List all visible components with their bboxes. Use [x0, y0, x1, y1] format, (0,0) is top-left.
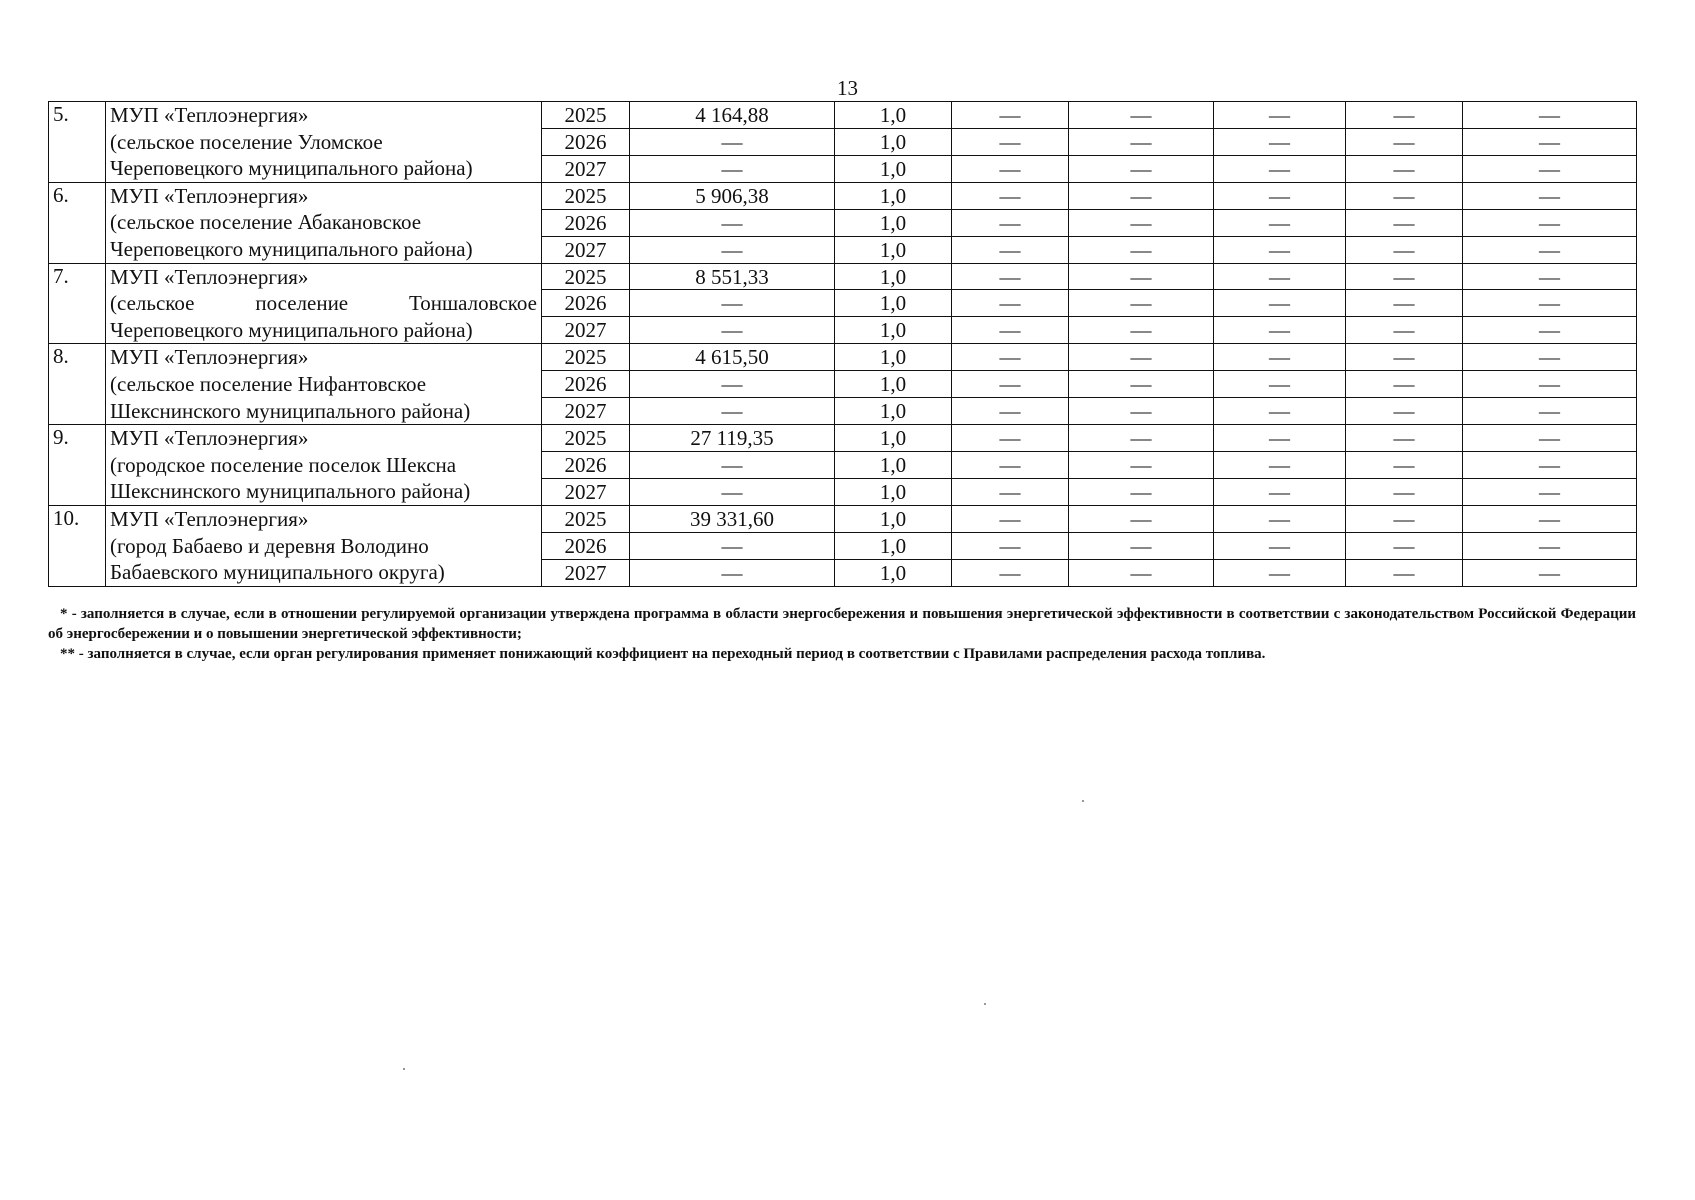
value-cell: —	[630, 290, 835, 317]
value-cell: —	[630, 532, 835, 559]
value-cell: —	[630, 559, 835, 586]
row-number: 9.	[49, 425, 106, 506]
dash-cell: —	[1214, 128, 1346, 155]
dash-cell: —	[1346, 290, 1463, 317]
dash-cell: —	[1214, 236, 1346, 263]
dash-cell: —	[1346, 236, 1463, 263]
organization-name	[106, 263, 542, 344]
coefficient-cell: 1,0	[835, 505, 952, 532]
dash-cell: —	[1069, 236, 1214, 263]
dash-cell: —	[952, 236, 1069, 263]
table-row	[49, 344, 1637, 371]
dash-cell: —	[952, 317, 1069, 344]
dash-cell: —	[1069, 371, 1214, 398]
dash-cell: —	[952, 263, 1069, 290]
organization-line: Бабаевского муниципального округа)	[110, 560, 445, 585]
dash-cell: —	[1463, 236, 1637, 263]
coefficient-cell: 1,0	[835, 209, 952, 236]
dash-cell: —	[1346, 344, 1463, 371]
dash-cell: —	[1069, 532, 1214, 559]
dash-cell: —	[1346, 425, 1463, 452]
table-row	[49, 505, 1637, 532]
value-cell: —	[630, 128, 835, 155]
dash-cell: —	[1346, 478, 1463, 505]
dash-cell: —	[1069, 263, 1214, 290]
dash-cell: —	[1214, 478, 1346, 505]
dash-cell: —	[1463, 290, 1637, 317]
coefficient-cell: 1,0	[835, 425, 952, 452]
year-cell: 2025	[542, 182, 630, 209]
dash-cell: —	[1346, 559, 1463, 586]
coefficient-cell: 1,0	[835, 398, 952, 425]
dash-cell: —	[1346, 102, 1463, 129]
value-cell: —	[630, 236, 835, 263]
dash-cell: —	[1463, 209, 1637, 236]
dash-cell: —	[1346, 398, 1463, 425]
year-cell: 2025	[542, 505, 630, 532]
coefficient-cell: 1,0	[835, 128, 952, 155]
dash-cell: —	[1214, 263, 1346, 290]
organization-line: (сельское поселение Уломское	[110, 129, 383, 154]
table-body	[49, 102, 1637, 587]
value-cell: —	[630, 371, 835, 398]
dash-cell: —	[1069, 290, 1214, 317]
year-cell: 2025	[542, 263, 630, 290]
value-cell: —	[630, 452, 835, 479]
dash-cell: —	[1463, 559, 1637, 586]
dash-cell: —	[1069, 478, 1214, 505]
value-cell: —	[630, 155, 835, 182]
dash-cell: —	[1069, 452, 1214, 479]
year-cell: 2027	[542, 236, 630, 263]
value-cell: —	[630, 317, 835, 344]
dash-cell: —	[952, 155, 1069, 182]
dash-cell: —	[1069, 505, 1214, 532]
coefficient-cell: 1,0	[835, 344, 952, 371]
year-cell: 2027	[542, 478, 630, 505]
dash-cell: —	[1463, 452, 1637, 479]
dash-cell: —	[1214, 209, 1346, 236]
organization-name	[106, 344, 542, 425]
organization-line: Шекснинского муниципального района)	[110, 398, 471, 423]
dash-cell: —	[952, 102, 1069, 129]
organization-line: (городское поселение поселок Шексна	[110, 452, 457, 477]
dash-cell: —	[1346, 371, 1463, 398]
dash-cell: —	[1214, 425, 1346, 452]
row-number: 8.	[49, 344, 106, 425]
year-cell: 2025	[542, 102, 630, 129]
organization-line: Шекснинского муниципального района)	[110, 479, 471, 504]
organization-line: Череповецкого муниципального района)	[110, 156, 473, 181]
organization-line: Череповецкого муниципального района)	[110, 317, 473, 342]
dash-cell: —	[1069, 128, 1214, 155]
dash-cell: —	[1069, 344, 1214, 371]
table-row	[49, 182, 1637, 209]
organization-name	[106, 102, 542, 183]
dash-cell: —	[1463, 532, 1637, 559]
year-cell: 2026	[542, 371, 630, 398]
organization-line: МУП «Теплоэнергия»	[110, 264, 309, 289]
dash-cell: —	[1214, 505, 1346, 532]
value-cell: 8 551,33	[630, 263, 835, 290]
dash-cell: —	[1214, 344, 1346, 371]
scan-speck	[984, 1003, 986, 1005]
dash-cell: —	[952, 182, 1069, 209]
dash-cell: —	[1463, 155, 1637, 182]
dash-cell: —	[1346, 155, 1463, 182]
coefficient-cell: 1,0	[835, 452, 952, 479]
dash-cell: —	[952, 478, 1069, 505]
year-cell: 2026	[542, 290, 630, 317]
dash-cell: —	[1069, 102, 1214, 129]
dash-cell: —	[1214, 317, 1346, 344]
organization-line: Череповецкого муниципального района)	[110, 236, 473, 261]
organization-name	[106, 505, 542, 586]
dash-cell: —	[1069, 317, 1214, 344]
tariff-table	[48, 101, 1637, 587]
dash-cell: —	[1214, 290, 1346, 317]
dash-cell: —	[952, 344, 1069, 371]
dash-cell: —	[1214, 559, 1346, 586]
dash-cell: —	[1214, 371, 1346, 398]
dash-cell: —	[952, 559, 1069, 586]
dash-cell: —	[1346, 317, 1463, 344]
dash-cell: —	[952, 425, 1069, 452]
coefficient-cell: 1,0	[835, 478, 952, 505]
coefficient-cell: 1,0	[835, 102, 952, 129]
value-cell: 5 906,38	[630, 182, 835, 209]
dash-cell: —	[952, 505, 1069, 532]
dash-cell: —	[1463, 505, 1637, 532]
dash-cell: —	[952, 209, 1069, 236]
table-row	[49, 425, 1637, 452]
coefficient-cell: 1,0	[835, 371, 952, 398]
value-cell: —	[630, 398, 835, 425]
dash-cell: —	[1069, 559, 1214, 586]
organization-line: (сельское поселение Нифантовское	[110, 371, 427, 396]
dash-cell: —	[1463, 128, 1637, 155]
dash-cell: —	[1069, 155, 1214, 182]
year-cell: 2027	[542, 398, 630, 425]
dash-cell: —	[1346, 128, 1463, 155]
organization-line: МУП «Теплоэнергия»	[110, 345, 309, 370]
dash-cell: —	[1069, 398, 1214, 425]
coefficient-cell: 1,0	[835, 182, 952, 209]
row-number: 10.	[49, 505, 106, 586]
coefficient-cell: 1,0	[835, 559, 952, 586]
organization-name	[106, 182, 542, 263]
scan-speck	[403, 1068, 405, 1070]
dash-cell: —	[1346, 182, 1463, 209]
organization-line: (сельское поселение Абакановское	[110, 210, 422, 235]
dash-cell: —	[1463, 344, 1637, 371]
organization-name	[106, 425, 542, 506]
dash-cell: —	[1463, 263, 1637, 290]
year-cell: 2026	[542, 209, 630, 236]
coefficient-cell: 1,0	[835, 155, 952, 182]
dash-cell: —	[1214, 155, 1346, 182]
organization-line: МУП «Теплоэнергия»	[110, 506, 309, 531]
dash-cell: —	[1463, 478, 1637, 505]
dash-cell: —	[1214, 532, 1346, 559]
dash-cell: —	[1069, 182, 1214, 209]
row-number: 7.	[49, 263, 106, 344]
dash-cell: —	[1069, 209, 1214, 236]
value-cell: 4 164,88	[630, 102, 835, 129]
coefficient-cell: 1,0	[835, 532, 952, 559]
dash-cell: —	[1463, 371, 1637, 398]
year-cell: 2026	[542, 128, 630, 155]
table-row	[49, 263, 1637, 290]
scan-speck	[1082, 800, 1084, 802]
dash-cell: —	[1463, 182, 1637, 209]
dash-cell: —	[1346, 452, 1463, 479]
value-cell: 4 615,50	[630, 344, 835, 371]
year-cell: 2026	[542, 532, 630, 559]
organization-line: (сельское поселение Тоншаловское	[110, 291, 537, 316]
dash-cell: —	[1463, 102, 1637, 129]
organization-line: МУП «Теплоэнергия»	[110, 426, 309, 451]
dash-cell: —	[1346, 532, 1463, 559]
dash-cell: —	[1214, 452, 1346, 479]
dash-cell: —	[952, 398, 1069, 425]
row-number: 6.	[49, 182, 106, 263]
dash-cell: —	[952, 532, 1069, 559]
year-cell: 2026	[542, 452, 630, 479]
dash-cell: —	[952, 128, 1069, 155]
value-cell: —	[630, 209, 835, 236]
value-cell: 27 119,35	[630, 425, 835, 452]
footnotes	[48, 604, 1636, 664]
dash-cell: —	[1346, 263, 1463, 290]
dash-cell: —	[1069, 425, 1214, 452]
year-cell: 2027	[542, 559, 630, 586]
coefficient-cell: 1,0	[835, 263, 952, 290]
year-cell: 2027	[542, 155, 630, 182]
row-number: 5.	[49, 102, 106, 183]
dash-cell: —	[952, 371, 1069, 398]
dash-cell: —	[1214, 102, 1346, 129]
dash-cell: —	[1214, 398, 1346, 425]
organization-line: (город Бабаево и деревня Володино	[110, 533, 429, 558]
page-number: 13	[837, 76, 858, 100]
coefficient-cell: 1,0	[835, 236, 952, 263]
dash-cell: —	[952, 290, 1069, 317]
dash-cell: —	[1214, 182, 1346, 209]
coefficient-cell: 1,0	[835, 290, 952, 317]
organization-line: МУП «Теплоэнергия»	[110, 183, 309, 208]
dash-cell: —	[1346, 209, 1463, 236]
dash-cell: —	[1463, 425, 1637, 452]
year-cell: 2027	[542, 317, 630, 344]
value-cell: —	[630, 478, 835, 505]
dash-cell: —	[1346, 505, 1463, 532]
footnote-1: * - заполняется в случае, если в отношении регулируемой организации утверждена программа в области энергосбережения и повышения энергетической эффективности в соответствии с законодательством Российской Федерации об энергосбережении и о повышении энергетической эффективности;	[48, 606, 1636, 642]
value-cell: 39 331,60	[630, 505, 835, 532]
footnote-2: ** - заполняется в случае, если орган регулирования применяет понижающий коэффициент на переходный период в соответствии с Правилами распределения расхода топлива.	[60, 646, 1266, 662]
dash-cell: —	[1463, 317, 1637, 344]
table-row	[49, 102, 1637, 129]
year-cell: 2025	[542, 425, 630, 452]
year-cell: 2025	[542, 344, 630, 371]
dash-cell: —	[1463, 398, 1637, 425]
page-number-container	[0, 76, 1695, 101]
dash-cell: —	[952, 452, 1069, 479]
organization-line: МУП «Теплоэнергия»	[110, 103, 309, 127]
coefficient-cell: 1,0	[835, 317, 952, 344]
